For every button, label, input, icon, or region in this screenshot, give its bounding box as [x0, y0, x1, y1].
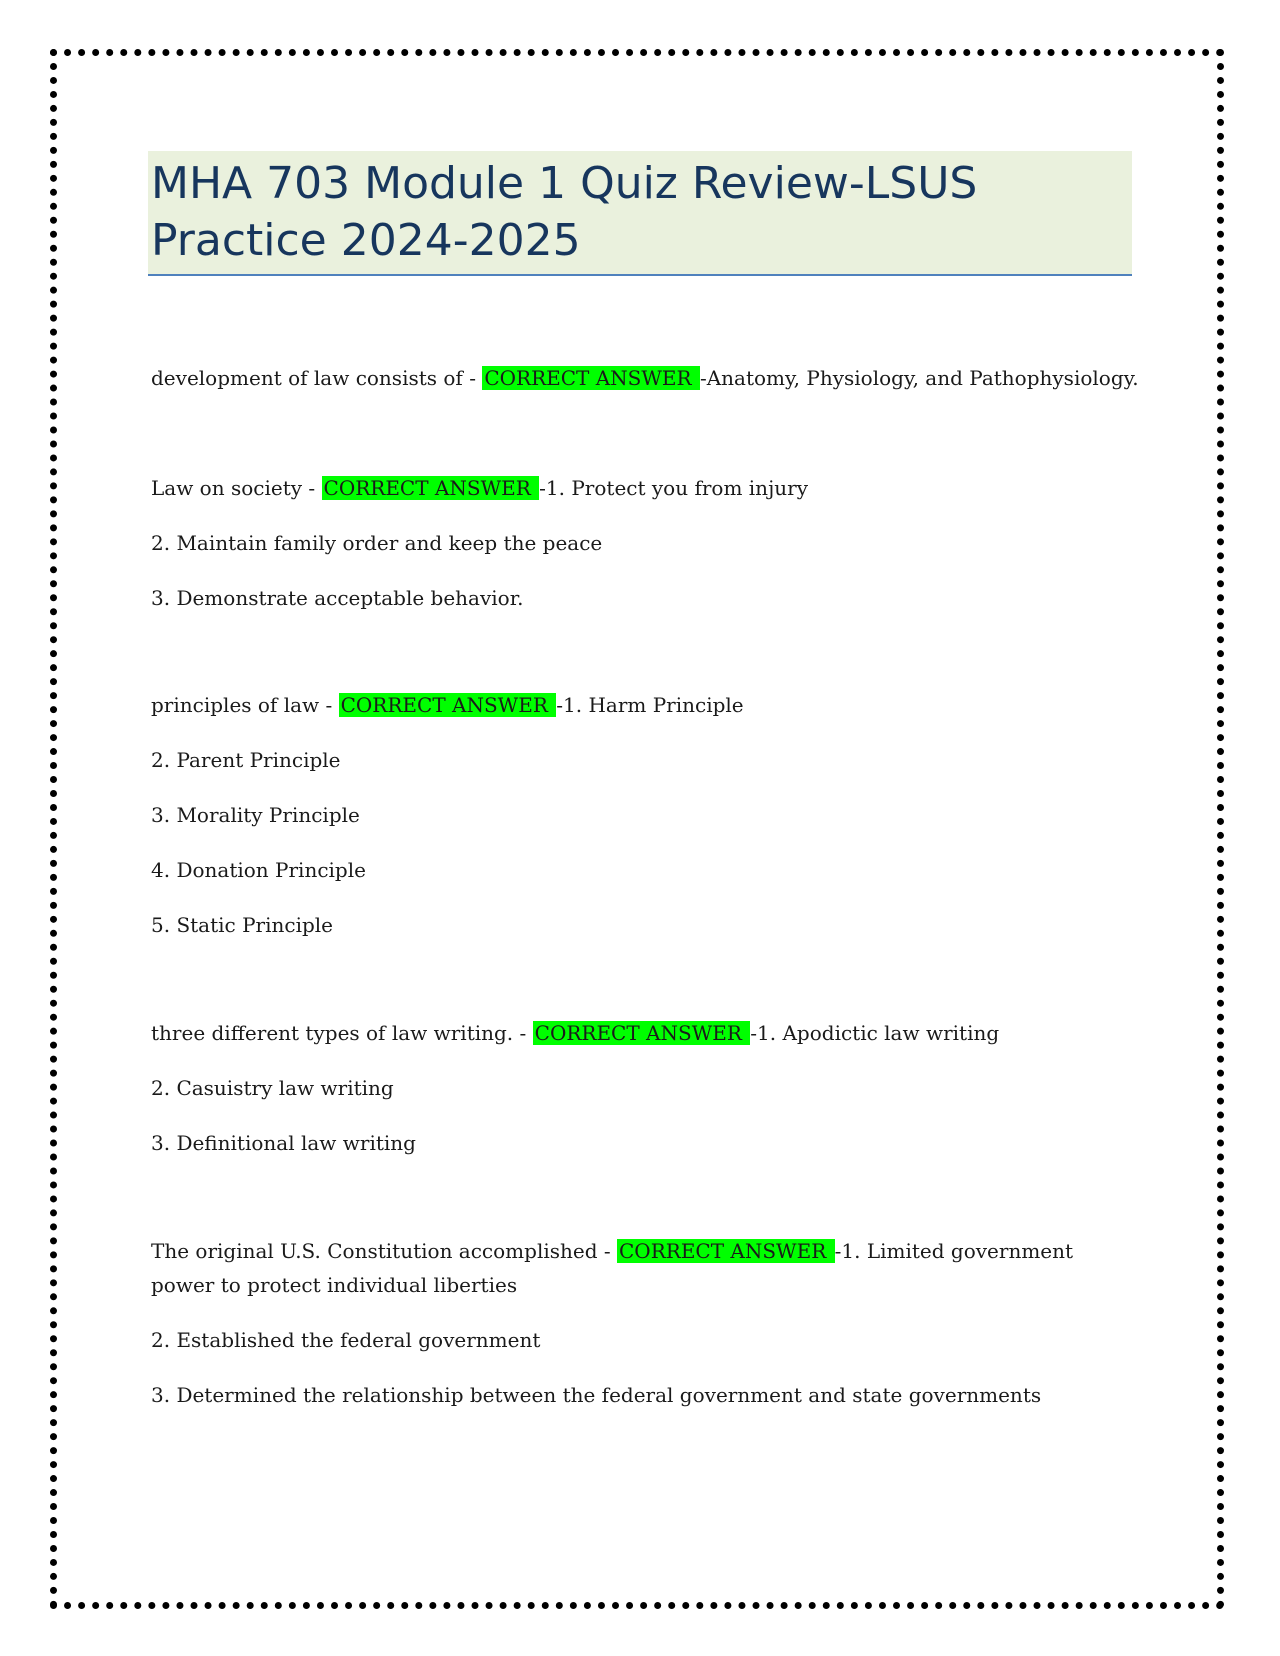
qa-entry-5 — [151, 1234, 1111, 1412]
answer-text: -1. Protect you from injury — [539, 476, 809, 500]
question-line — [151, 1016, 1111, 1050]
answer-text: -1. Apodictic law writing — [750, 1021, 1000, 1045]
answer-text: -Anatomy, Physiology, and Pathophysiology. — [699, 366, 1139, 390]
qa-entry-4 — [151, 1016, 1111, 1160]
question-text: development of law consists of - — [151, 366, 483, 390]
title-line-1: MHA 703 Module 1 Quiz Review-LSUS — [151, 158, 978, 209]
question-text: three different types of law writing. - — [151, 1021, 533, 1045]
list-item: 3. Morality Principle — [151, 803, 360, 827]
qa-entry-3 — [151, 688, 1111, 942]
list-item: 2. Casuistry law writing — [151, 1076, 394, 1100]
question-text: principles of law - — [151, 693, 339, 717]
question-line — [151, 361, 1139, 395]
list-item: 2. Parent Principle — [151, 748, 341, 772]
list-item: 5. Static Principle — [151, 913, 334, 937]
question-line — [151, 471, 1111, 505]
list-item: 4. Donation Principle — [151, 858, 366, 882]
correct-answer-tag: CORRECT ANSWER — [619, 1239, 833, 1263]
list-item: 3. Demonstrate acceptable behavior. — [151, 586, 524, 610]
correct-answer-tag: CORRECT ANSWER — [484, 366, 698, 390]
question-text: Law on society - — [151, 476, 322, 500]
title-line-2: Practice 2024-2025 — [151, 215, 581, 266]
list-item: 2. Established the federal government — [151, 1328, 541, 1352]
correct-answer-tag: CORRECT ANSWER — [340, 693, 555, 717]
answer-text: -1. Limited government power to protect individual liberties — [151, 1239, 1074, 1297]
list-item: 2. Maintain family order and keep the peace — [151, 531, 603, 555]
qa-entry-1 — [151, 361, 1139, 395]
question-line — [151, 1234, 1111, 1302]
list-item: 3. Determined the relationship between the federal government and state governments — [151, 1383, 1042, 1407]
correct-answer-tag: CORRECT ANSWER — [534, 1021, 749, 1045]
answer-text: -1. Harm Principle — [556, 693, 744, 717]
list-item: 3. Definitional law writing — [151, 1131, 416, 1155]
qa-entry-2 — [151, 471, 1111, 615]
question-line — [151, 688, 1111, 722]
document-title — [148, 151, 1132, 276]
correct-answer-tag: CORRECT ANSWER — [323, 476, 538, 500]
question-text: The original U.S. Constitution accomplished - — [151, 1239, 617, 1263]
